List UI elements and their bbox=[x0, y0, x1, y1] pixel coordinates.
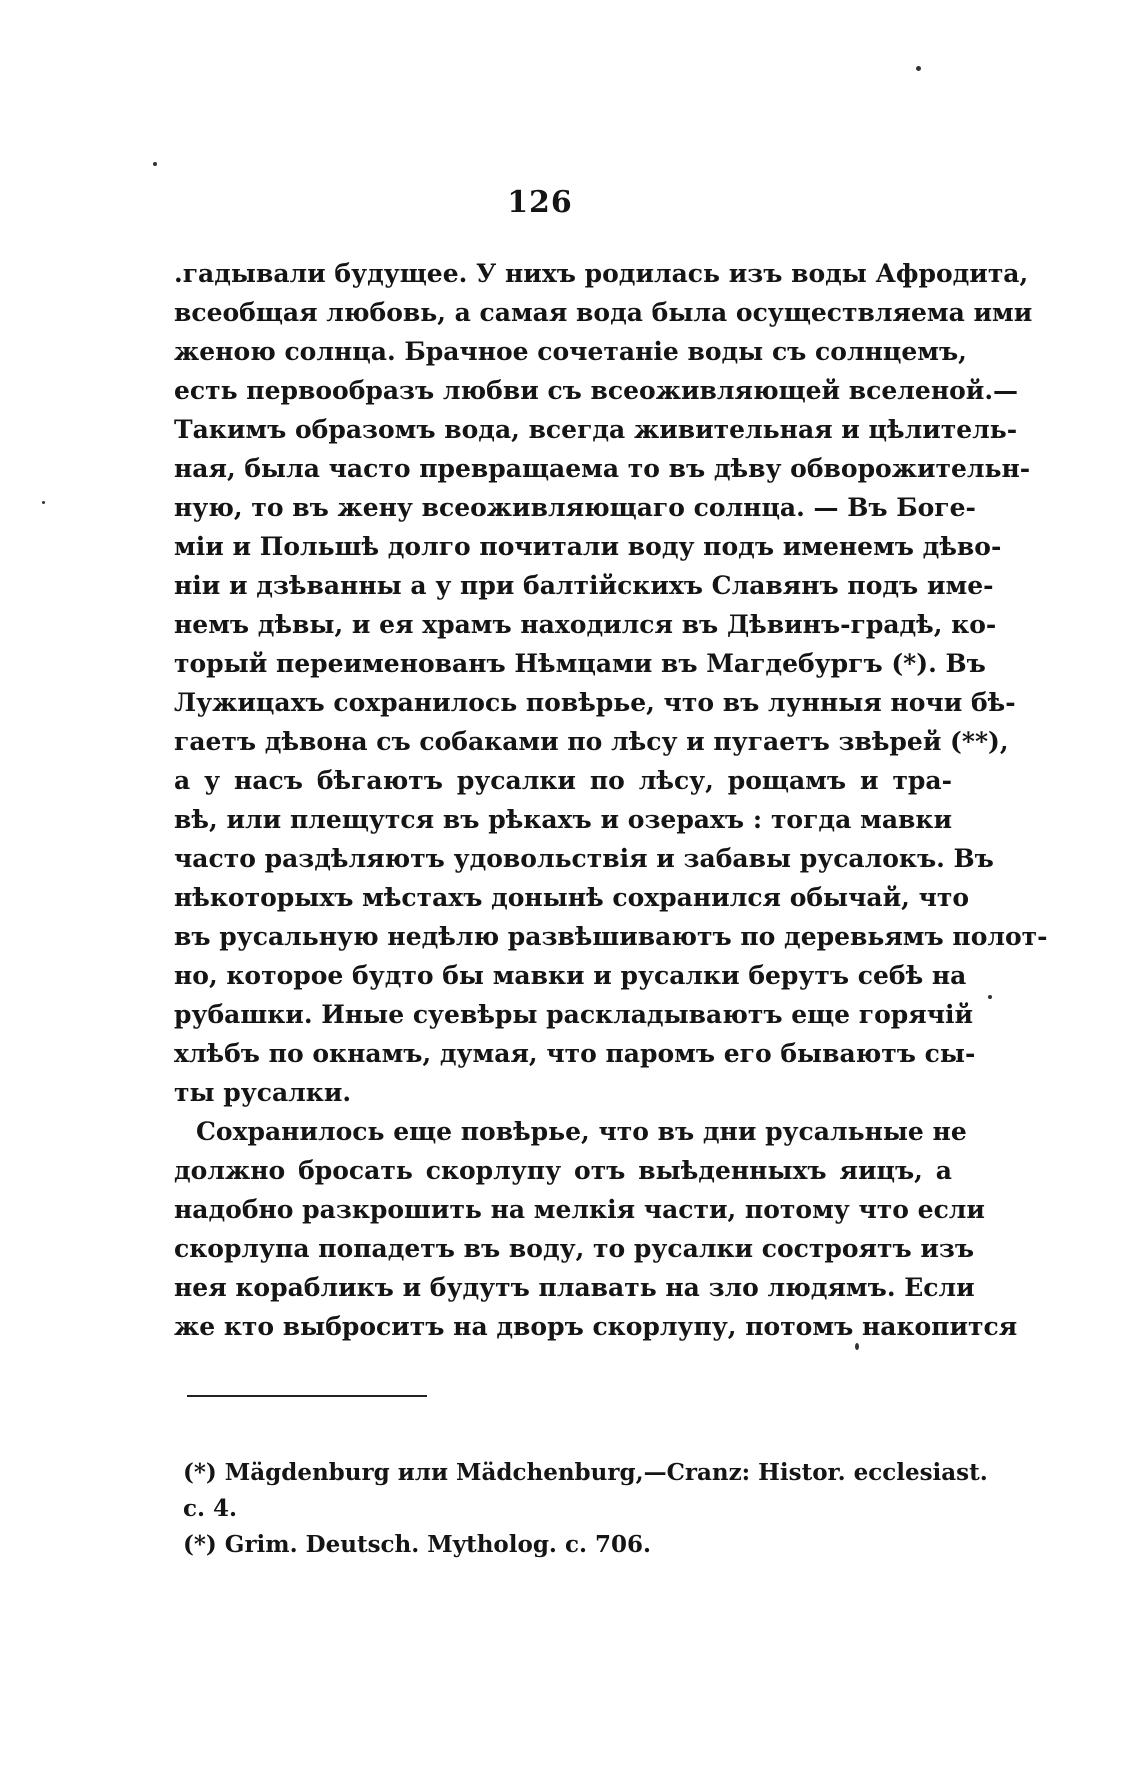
text-line: немъ дѣвы, и ея храмъ находился въ Дѣвинъ-градѣ, ко- bbox=[174, 610, 997, 639]
text-line: должно бросать скорлупу отъ выѣденныхъ яицъ, а bbox=[174, 1156, 952, 1185]
body-text bbox=[174, 254, 1048, 1346]
scan-speck bbox=[916, 66, 921, 71]
text-line: ніи и дзѣванны а у при балтійскихъ Славянъ подъ име- bbox=[174, 571, 994, 600]
text-line: женою солнца. Брачное сочетаніе воды съ солнцемъ, bbox=[174, 337, 967, 366]
text-line: нѣкоторыхъ мѣстахъ донынѣ сохранился обычай, что bbox=[174, 883, 970, 912]
footnote-line: c. 4. bbox=[183, 1495, 238, 1522]
page-number: 126 bbox=[507, 185, 573, 220]
text-line: Сохранилось еще повѣрье, что въ дни русальные не bbox=[196, 1117, 967, 1146]
footnotes bbox=[183, 1455, 988, 1563]
text-line: нея корабликъ и будутъ плавать на зло людямъ. Если bbox=[174, 1273, 975, 1302]
text-line: вѣ, или плещутся въ рѣкахъ и озерахъ : тогда мавки bbox=[174, 805, 952, 834]
footnote-rule bbox=[187, 1395, 427, 1397]
text-line: скорлупа попадетъ въ воду, то русалки состроятъ изъ bbox=[174, 1234, 975, 1263]
text-line: часто раздѣляютъ удовольствія и забавы русалокъ. Въ bbox=[174, 844, 994, 873]
text-line: ную, то въ жену всеоживляющаго солнца. — Въ Боге- bbox=[174, 493, 976, 522]
footnote-line: (*) Mägdenburg или Mädchenburg,—Cranz: Histor. ecclesiast. bbox=[183, 1459, 988, 1486]
text-line: всеобщая любовь, а самая вода была осуществляема ими bbox=[174, 298, 1033, 327]
text-line: гаетъ дѣвона съ собаками по лѣсу и пугаетъ звѣрей (**), bbox=[174, 727, 1009, 756]
text-line: но, которое будто бы мавки и русалки берутъ себѣ на bbox=[174, 961, 967, 990]
text-line: Такимъ образомъ вода, всегда живительная и цѣлитель- bbox=[174, 415, 1018, 444]
text-line: Лужицахъ сохранилось повѣрье, что въ лунныя ночи бѣ- bbox=[174, 688, 1016, 717]
scan-speck bbox=[855, 1343, 859, 1350]
scan-speck bbox=[42, 501, 45, 504]
text-line: же кто выброситъ на дворъ скорлупу, потомъ накопится bbox=[174, 1312, 1018, 1341]
text-line: рубашки. Иные суевѣры раскладываютъ еще горячій bbox=[174, 1000, 974, 1029]
text-line: есть первообразъ любви съ всеоживляющей вселеной.— bbox=[174, 376, 1019, 405]
text-line: а у насъ бѣгаютъ русалки по лѣсу, рощамъ и тра- bbox=[174, 766, 952, 795]
scan-speck bbox=[988, 995, 992, 999]
scan-speck bbox=[153, 162, 157, 166]
text-line: въ русальную недѣлю развѣшиваютъ по деревьямъ полот- bbox=[174, 922, 1048, 951]
text-line: хлѣбъ по окнамъ, думая, что паромъ его бываютъ сы- bbox=[174, 1039, 976, 1068]
text-line: ная, была часто превращаема то въ дѣву обворожительн- bbox=[174, 454, 1031, 483]
footnote-line: (*) Grim. Deutsch. Mytholog. c. 706. bbox=[183, 1531, 651, 1558]
text-line: ты русалки. bbox=[174, 1078, 352, 1107]
text-line: .гадывали будущее. У нихъ родилась изъ воды Афродита, bbox=[174, 259, 1029, 288]
text-line: міи и Польшѣ долго почитали воду подъ именемъ дѣво- bbox=[174, 532, 1002, 561]
text-line: торый переименованъ Нѣмцами въ Магдебургъ (*). Въ bbox=[174, 649, 986, 678]
text-line: надобно разкрошить на мелкія части, потому что если bbox=[174, 1195, 985, 1224]
